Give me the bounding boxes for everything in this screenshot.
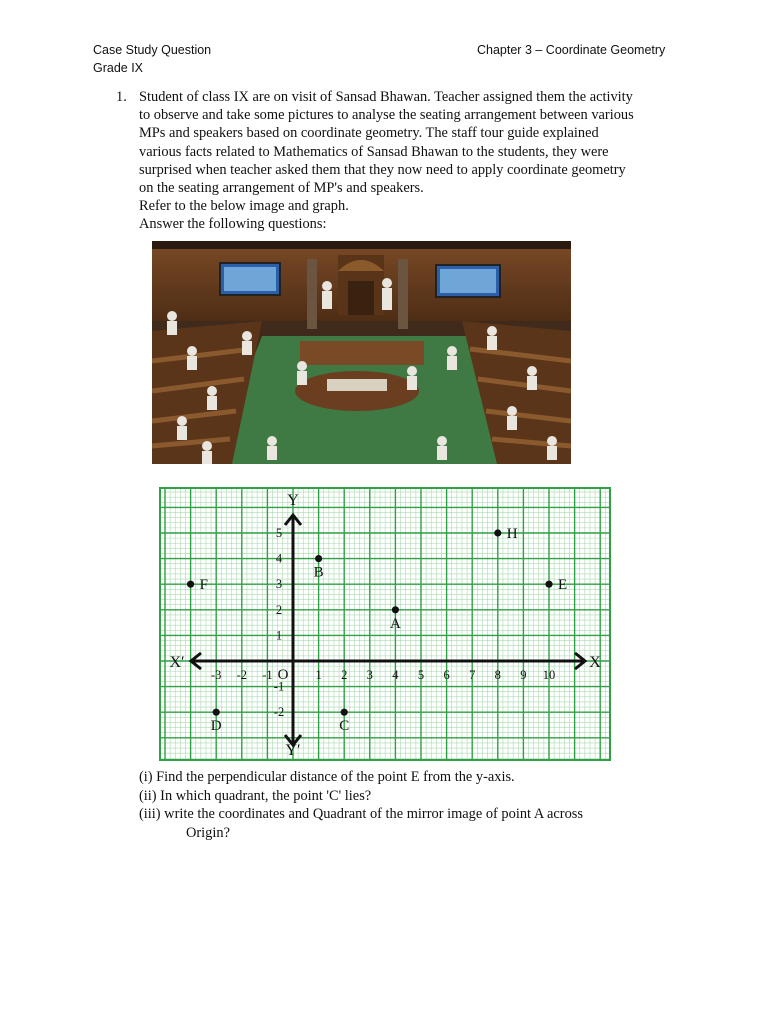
point-c	[341, 709, 348, 716]
point-label-h: H	[506, 526, 518, 542]
x-tick-label: 1	[315, 668, 322, 682]
question-line: surprised when teacher asked them that they now need to apply coordinate geometry	[139, 161, 626, 178]
sub-question-3-continued: Origin?	[186, 825, 230, 841]
point-label-b: B	[313, 564, 324, 581]
x-tick-label: -1	[262, 668, 273, 682]
y-tick-label: 3	[275, 577, 283, 592]
coordinate-graph	[159, 487, 611, 761]
sub-question-1: (i) Find the perpendicular distance of the point E from the y-axis.	[139, 769, 515, 785]
question-line: MPs and speakers based on coordinate geometry. The staff tour guide explained	[139, 125, 599, 142]
y-tick-label: 2	[275, 602, 283, 617]
y-axis-label: Y	[287, 492, 299, 509]
question-line: Student of class IX are on visit of Sansad Bhawan. Teacher assigned them the activity	[139, 89, 633, 105]
point-label-c: C	[339, 718, 350, 735]
question-line: various facts related to Mathematics of Sansad Bhawan to the students, they were	[139, 143, 609, 160]
point-label-e: E	[558, 577, 568, 594]
point-f	[187, 581, 194, 588]
question-text	[139, 88, 679, 234]
x-tick-label: 2	[341, 668, 348, 682]
x-tick-label: 9	[520, 668, 527, 682]
point-e	[545, 581, 552, 588]
question-line: Answer the following questions:	[139, 216, 327, 233]
y-tick-label: 5	[275, 526, 283, 540]
header-left-line2: Grade IX	[93, 61, 144, 75]
y-tick-label: -2	[273, 705, 285, 720]
point-b	[315, 555, 322, 562]
origin-label: O	[277, 667, 289, 683]
sub-question-3: (iii) write the coordinates and Quadrant of the mirror image of point A across	[139, 806, 583, 822]
x-tick-label: 3	[366, 668, 373, 682]
question-line: on the seating arrangement of MP's and speakers.	[139, 180, 424, 197]
y-axis-neg-label: Y′	[285, 742, 301, 759]
sub-question-2: (ii) In which quadrant, the point 'C' lies?	[139, 788, 372, 804]
question-line: Refer to the below image and graph.	[139, 198, 349, 215]
header-left-line1: Case Study Question	[93, 43, 212, 57]
x-axis-neg-label: X′	[169, 654, 185, 671]
x-axis-label: X	[589, 654, 601, 671]
header-chapter: Chapter 3 – Coordinate Geometry	[477, 43, 666, 57]
point-label-a: A	[389, 615, 401, 632]
y-tick-label: -1	[273, 679, 285, 694]
point-d	[213, 709, 220, 716]
x-tick-label: 10	[542, 668, 556, 682]
x-tick-label: -2	[236, 668, 248, 682]
x-tick-label: -3	[210, 668, 222, 682]
y-tick-label: 4	[275, 551, 283, 566]
y-tick-label: 1	[275, 628, 283, 643]
question-line: to observe and take some pictures to analyse the seating arrangement between various	[139, 107, 634, 124]
x-tick-label: 4	[392, 668, 399, 682]
point-a	[392, 606, 399, 613]
x-tick-label: 7	[469, 668, 476, 682]
parliament-photo	[152, 241, 571, 464]
x-tick-label: 8	[494, 668, 501, 682]
x-tick-label: 6	[443, 668, 450, 682]
point-label-f: F	[199, 577, 208, 594]
x-tick-label: 5	[417, 668, 425, 682]
point-h	[494, 529, 501, 536]
question-number: 1.	[116, 89, 127, 105]
point-label-d: D	[210, 718, 222, 735]
